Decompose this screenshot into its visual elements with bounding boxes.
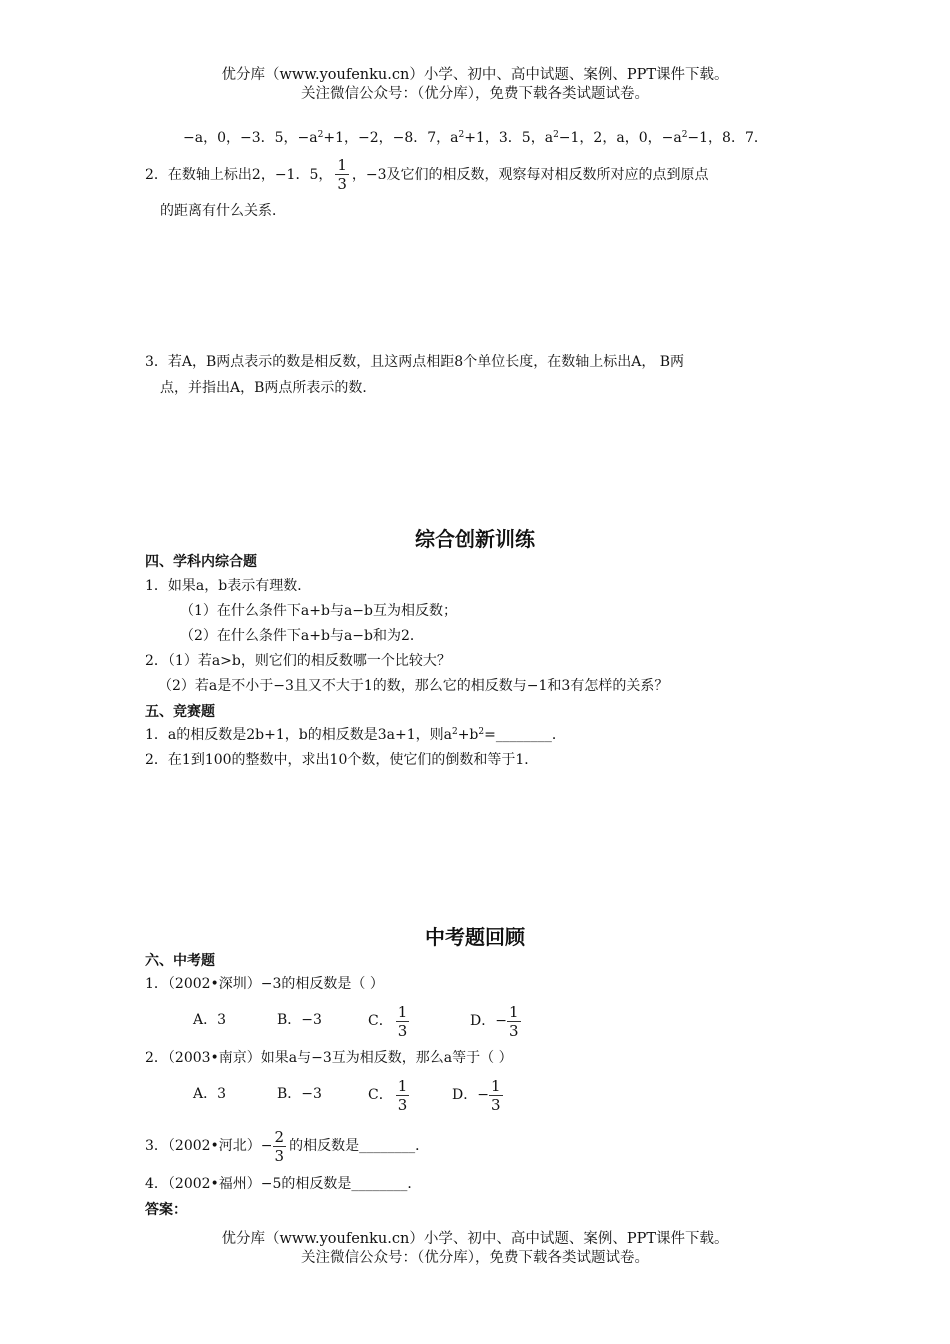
option-d-label: D．− bbox=[452, 1087, 489, 1103]
fraction-denominator: 3 bbox=[397, 1021, 408, 1040]
superscript: 2 bbox=[553, 130, 559, 140]
number-list-part: −1，2，a，0，−a bbox=[558, 130, 682, 146]
part-5-question-2: 2．在1到100的整数中，求出10个数，使它们的倒数和等于1． bbox=[145, 752, 539, 768]
question-3-line-1: 3．若A，B两点表示的数是相反数，且这两点相距8个单位长度，在数轴上标出A， B两 bbox=[145, 354, 685, 370]
part-6-heading: 六、中考题 bbox=[145, 953, 215, 969]
superscript: 2 bbox=[478, 727, 485, 737]
fraction-numerator: 1 bbox=[397, 1002, 408, 1021]
fraction-two-thirds bbox=[273, 1129, 287, 1164]
option-d bbox=[470, 998, 524, 1044]
part-6-question-2: 2．（2003•南京）如果a与−3互为相反数，那么a等于（ ） bbox=[145, 1050, 513, 1066]
header-line-2: 关注微信公众号：（优分库），免费下载各类试题试卷。 bbox=[301, 86, 649, 102]
superscript: 2 bbox=[317, 130, 324, 140]
question-3-line-2: 点，并指出A，B两点所表示的数． bbox=[160, 380, 377, 396]
fraction-one-third bbox=[489, 1078, 503, 1113]
part-6-question-1: 1．（2002•深圳）−3的相反数是（ ） bbox=[145, 976, 384, 992]
fraction-denominator: 3 bbox=[397, 1095, 408, 1114]
fraction-one-third bbox=[507, 1004, 521, 1039]
number-list bbox=[183, 128, 768, 148]
question-2-line-2: 的距离有什么关系． bbox=[160, 203, 286, 219]
section-title-exam-review: 中考题回顾 bbox=[425, 925, 525, 949]
fraction-one-third bbox=[396, 1004, 410, 1039]
part-4-question-2b: （2）若a是不小于−3且又不大于1的数，那么它的相反数与−1和3有怎样的关系？ bbox=[158, 678, 669, 694]
option-a: A．3 bbox=[193, 1012, 227, 1028]
answer-label: 答案： bbox=[145, 1202, 187, 1218]
part-4-question-1: 1．如果a，b表示有理数． bbox=[145, 578, 312, 594]
superscript: 2 bbox=[458, 130, 465, 140]
part-4-question-2a: 2．（1）若a>b，则它们的相反数哪一个比较大？ bbox=[145, 653, 451, 669]
fraction-numerator: 1 bbox=[397, 1076, 408, 1095]
footer-line-1: 优分库（www.youfenku.cn）小学、初中、高中试题、案例、PPT课件下载。 bbox=[221, 1231, 729, 1247]
part-6-question-3-text: 3．（2002•河北）− bbox=[145, 1138, 273, 1154]
number-list-part: +1，3．5，a bbox=[464, 130, 554, 146]
fraction-numerator: 1 bbox=[337, 156, 347, 174]
option-d-label: D．− bbox=[470, 1013, 507, 1029]
option-d bbox=[452, 1072, 506, 1118]
part-5-question-1-text: 1．a的相反数是2b+1，b的相反数是3a+1，则a bbox=[145, 727, 452, 743]
part-4-question-1b: （2）在什么条件下a+b与a−b和为2． bbox=[180, 628, 424, 644]
header-line-1: 优分库（www.youfenku.cn）小学、初中、高中试题、案例、PPT课件下载。 bbox=[221, 67, 729, 83]
question-2-text: ，−3及它们的相反数，观察每对相反数所对应的点到原点 bbox=[351, 166, 709, 183]
part-5-question-1 bbox=[145, 725, 566, 745]
option-b: B．−3 bbox=[277, 1086, 322, 1102]
fraction-numerator: 2 bbox=[274, 1127, 285, 1146]
part-5-question-1-text: +b bbox=[457, 727, 479, 743]
question-2-text: 2．在数轴上标出2，−1．5， bbox=[145, 166, 333, 183]
option-c bbox=[368, 1072, 412, 1118]
fraction-denominator: 3 bbox=[337, 175, 347, 193]
number-list-part: −a，0，−3．5，−a bbox=[183, 130, 318, 146]
number-list-part: +1，−2，−8．7，a bbox=[323, 130, 459, 146]
part-4-question-1a: （1）在什么条件下a+b与a−b互为相反数； bbox=[180, 603, 457, 619]
part-5-question-1-text: =________． bbox=[484, 727, 566, 743]
fraction-denominator: 3 bbox=[274, 1146, 285, 1165]
option-a: A．3 bbox=[193, 1086, 227, 1102]
option-c bbox=[368, 998, 412, 1044]
fraction-one-third bbox=[396, 1078, 410, 1113]
part-4-heading: 四、学科内综合题 bbox=[145, 554, 257, 570]
superscript: 2 bbox=[681, 130, 688, 140]
part-6-question-3 bbox=[145, 1123, 429, 1169]
fraction-numerator: 1 bbox=[508, 1002, 519, 1021]
footer-line-2: 关注微信公众号：（优分库），免费下载各类试题试卷。 bbox=[301, 1250, 649, 1266]
option-c-label: C． bbox=[368, 1013, 393, 1029]
part-6-question-3-text: 的相反数是________． bbox=[289, 1138, 430, 1154]
superscript: 2 bbox=[451, 727, 458, 737]
fraction-denominator: 3 bbox=[490, 1095, 501, 1114]
part-5-heading: 五、竞赛题 bbox=[145, 704, 215, 720]
number-list-part: −1，8．7． bbox=[687, 130, 768, 146]
question-2-line-1 bbox=[145, 157, 709, 192]
fraction-one-third bbox=[335, 157, 349, 192]
section-title-innovation: 综合创新训练 bbox=[415, 527, 535, 551]
fraction-numerator: 1 bbox=[490, 1076, 501, 1095]
option-c-label: C． bbox=[368, 1087, 393, 1103]
fraction-denominator: 3 bbox=[508, 1021, 519, 1040]
part-6-question-4: 4．（2002•福州）−5的相反数是________． bbox=[145, 1176, 422, 1192]
option-b: B．−3 bbox=[277, 1012, 322, 1028]
